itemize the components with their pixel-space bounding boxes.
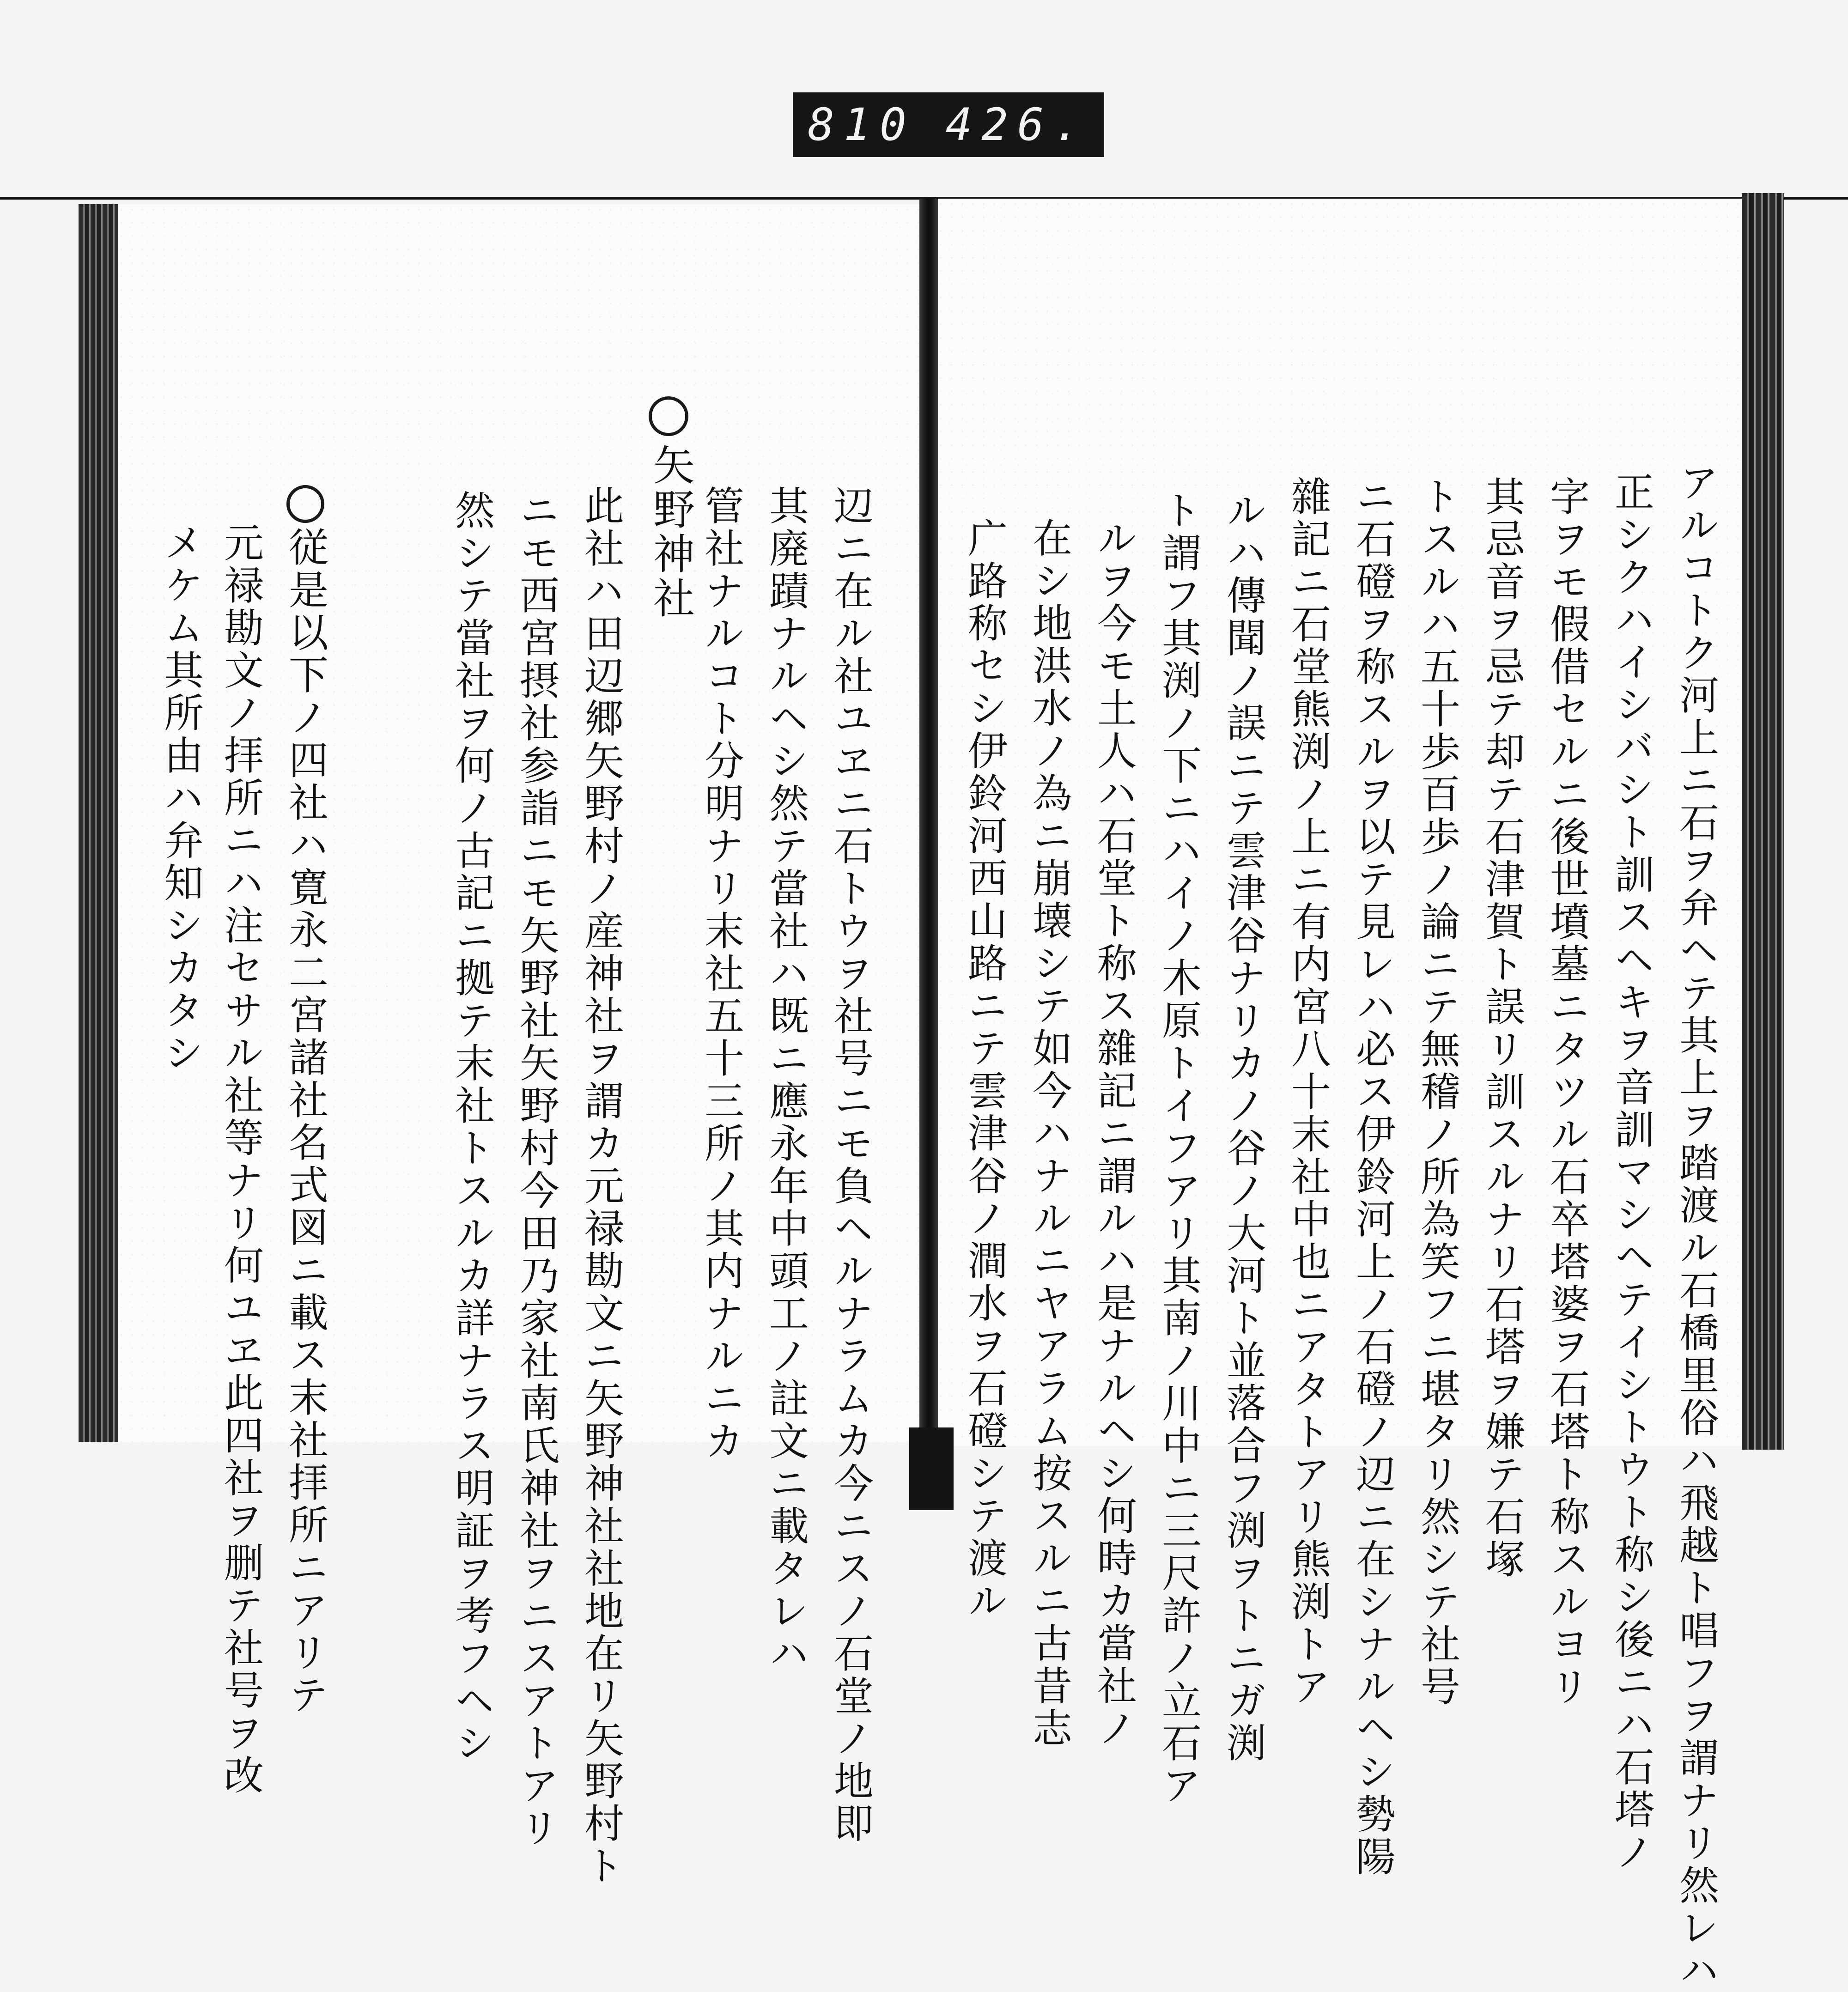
text-column: 此社ハ田辺郷矢野村ノ産神社ヲ謂カ元禄勘文ニ矢野神社社地在リ矢野村ト [578, 485, 624, 1888]
text-column: 广路称セシ伊鈴河西山路ニテ雲津谷ノ澗水ヲ石磴シテ渡ル [961, 517, 1007, 1622]
text-column: 其廃蹟ナルヘシ然テ當社ハ既ニ應永年中頭工ノ註文ニ載タレハ [762, 485, 808, 1675]
text-column: 雜記ニ石堂熊渕ノ上ニ有内宮八十末社中也ニアタトアリ熊渕トア [1284, 476, 1331, 1708]
text-column: 字ヲモ假借セルニ後世墳墓ニタツル石卒塔婆ヲ石塔ト称スルヨリ [1543, 476, 1589, 1708]
book-edge-right [1742, 193, 1784, 1450]
section-circle-mark [649, 396, 688, 436]
text-column: 管社ナルコト分明ナリ末社五十三所ノ其内ナルニカ [698, 485, 744, 1463]
text-column: ルハ傳聞ノ誤ニテ雲津谷ナリカノ谷ノ大河ト並落合フ渕ヲトニガ渕 [1220, 490, 1266, 1765]
label-page: 426. [945, 99, 1089, 151]
section-heading: 矢野神社 [646, 443, 694, 621]
book-gutter [919, 199, 938, 1446]
text-column: 其忌音ヲ忌テ却テ石津賀ト誤リ訓スルナリ石塔ヲ嫌テ石塚 [1478, 476, 1525, 1581]
label-volume: 810 [808, 99, 916, 151]
gutter-tab [909, 1427, 954, 1510]
section-circle-mark [286, 485, 324, 523]
text-column: ニ石磴ヲ称スルヲ以テ見レハ必ス伊鈴河上ノ石磴ノ辺ニ在シナルヘシ勢陽 [1349, 476, 1395, 1878]
text-column: 正シクハイシバシト訓スヘキヲ音訓マシヘテイシトウト称シ後ニハ石塔ノ [1608, 471, 1654, 1874]
text-column: 辺ニ在ル社ユヱニ石トウヲ社号ニモ負ヘルナラムカ今ニスノ石堂ノ地即 [827, 485, 873, 1845]
text-column: メケム其所由ハ弁知シカタシ [157, 522, 203, 1075]
text-column: ニモ西宮摂社参詣ニモ矢野社矢野村今田乃家社南氏神社ヲニスアトアリ [513, 490, 559, 1850]
book-edge-left [79, 204, 118, 1442]
text-column: アルコトク河上ニ石ヲ弁ヘテ其上ヲ踏渡ル石橋里俗ハ飛越ト唱フヲ謂ナリ然レハ [1672, 462, 1719, 1992]
text-column: 在シ地洪水ノ為ニ崩壊シテ如今ハナルニヤアラム按スルニ古昔志 [1026, 517, 1072, 1750]
text-column: ルヲ今モ土人ハ石堂ト称ス雜記ニ謂ルハ是ナルヘシ何時カ當社ノ [1090, 517, 1137, 1750]
text-column: トスルハ五十歩百歩ノ論ニテ無稽ノ所為笑フニ堪タリ然シテ社号 [1414, 476, 1460, 1708]
archive-label [793, 92, 1104, 157]
text-column: 元禄勘文ノ拝所ニハ注セサル社等ナリ何ユヱ此四社ヲ删テ社号ヲ改 [217, 522, 263, 1797]
text-column: 然シテ當社ヲ何ノ古記ニ拠テ末社トスルカ詳ナラス明証ヲ考フヘシ [448, 490, 494, 1765]
text-column: 従是以下ノ四社ハ寛永二宮諸社名式図ニ載ス末社拝所ニアリテ [282, 527, 328, 1717]
text-column: ト謂フ其渕ノ下ニハイノ木原トイフアリ其南ノ川中ニ三尺許ノ立石ア [1155, 490, 1201, 1807]
